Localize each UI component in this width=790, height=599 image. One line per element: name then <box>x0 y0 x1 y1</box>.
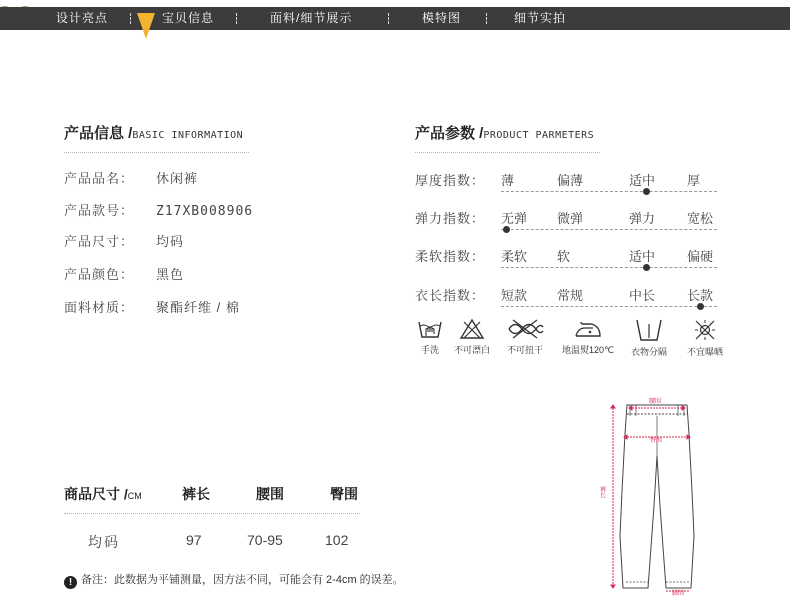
no-wring-icon <box>505 318 545 340</box>
hem-label: 脚围 <box>672 590 685 597</box>
length-label: 裤长 <box>598 486 606 498</box>
param-row <box>415 246 725 270</box>
care-no-sun: 不宜曝晒 <box>680 318 730 358</box>
param-scale-bar <box>501 306 717 307</box>
nav-tab-product-info[interactable]: 宝贝信息 <box>162 11 215 25</box>
param-label: 衣长指数： <box>415 288 486 303</box>
hip-label: 臀围 <box>650 437 663 444</box>
param-option: 偏硬 <box>687 249 714 264</box>
divider <box>64 513 360 514</box>
size-row-size: 均码 <box>88 534 120 550</box>
param-label: 柔软指数： <box>415 249 486 264</box>
no-sun-icon <box>693 318 717 342</box>
decorative-border <box>0 0 790 7</box>
param-label: 厚度指数： <box>415 173 486 188</box>
nav-separator <box>388 13 389 24</box>
top-nav <box>0 7 790 30</box>
param-option: 无弹 <box>501 211 528 226</box>
product-info-title: 产品信息 /BASIC INFORMATION <box>64 125 244 142</box>
size-col-hip: 臀围 <box>330 486 358 502</box>
nav-separator <box>236 13 237 24</box>
waist-label: 腰围 <box>649 398 662 405</box>
param-option: 中长 <box>629 288 656 303</box>
nav-tab-fabric-detail[interactable]: 面料/细节展示 <box>270 11 353 25</box>
param-selected-marker <box>503 226 510 233</box>
care-no-wring: 不可扭干 <box>500 318 550 356</box>
nav-tab-detail-photos[interactable]: 细节实拍 <box>514 11 567 25</box>
param-selected-marker <box>643 188 650 195</box>
param-row <box>415 285 725 309</box>
info-row-material: 面料材质： 聚酯纤维 / 棉 <box>64 300 240 315</box>
param-selected-marker <box>643 264 650 271</box>
param-option: 厚 <box>687 173 701 188</box>
param-option: 薄 <box>501 173 515 188</box>
nav-active-marker <box>137 13 155 39</box>
param-option: 微弹 <box>557 211 584 226</box>
separate-wash-icon <box>634 318 664 342</box>
param-option: 柔软 <box>501 249 528 264</box>
low-iron-icon <box>573 318 603 340</box>
param-option: 适中 <box>629 173 656 188</box>
param-label: 弹力指数： <box>415 211 486 226</box>
divider <box>64 152 249 153</box>
param-row <box>415 170 725 194</box>
nav-tab-design[interactable]: 设计亮点 <box>56 11 109 25</box>
measurement-note: ! 备注：此数据为平铺测量，因方法不同，可能会有 2-4cm 的误差。 <box>64 571 404 589</box>
divider <box>415 152 600 153</box>
param-option: 弹力 <box>629 211 656 226</box>
info-row-name: 产品品名： 休闲裤 <box>64 171 199 186</box>
hand-wash-icon <box>417 318 443 340</box>
care-hand-wash: 手洗 <box>405 318 455 356</box>
param-scale-bar <box>501 191 717 192</box>
size-col-length: 裤长 <box>182 486 210 502</box>
care-low-iron: 地温熨120℃ <box>560 318 616 356</box>
param-option: 常规 <box>557 288 584 303</box>
nav-separator <box>486 13 487 24</box>
param-option: 适中 <box>629 249 656 264</box>
size-row-hip: 102 <box>325 532 349 548</box>
param-option: 偏薄 <box>557 173 584 188</box>
info-row-size: 产品尺寸： 均码 <box>64 234 185 249</box>
param-scale-bar <box>501 267 717 268</box>
param-option: 短款 <box>501 288 528 303</box>
product-params-title: 产品参数 /PRODUCT PARMETERS <box>415 125 595 142</box>
pants-measurement-diagram <box>598 396 712 597</box>
size-col-waist: 腰围 <box>256 486 284 502</box>
param-option: 长款 <box>687 288 714 303</box>
param-option: 宽松 <box>687 211 714 226</box>
param-scale-bar <box>501 229 717 230</box>
nav-separator <box>130 13 131 24</box>
care-no-bleach: 不可漂白 <box>447 318 497 356</box>
info-row-style-number: 产品款号： Z17XB008906 <box>64 203 254 219</box>
param-option: 软 <box>557 249 571 264</box>
nav-tab-model[interactable]: 模特图 <box>422 11 462 25</box>
info-row-color: 产品颜色： 黑色 <box>64 267 185 282</box>
exclamation-icon: ! <box>64 576 77 589</box>
care-separate-wash: 衣物分隔 <box>624 318 674 358</box>
size-row-length: 97 <box>186 532 202 548</box>
size-table-header-label: 商品尺寸 /CM <box>64 486 142 502</box>
no-bleach-icon <box>459 318 485 340</box>
param-selected-marker <box>697 303 704 310</box>
size-row-waist: 70-95 <box>247 532 283 548</box>
param-row <box>415 208 725 232</box>
